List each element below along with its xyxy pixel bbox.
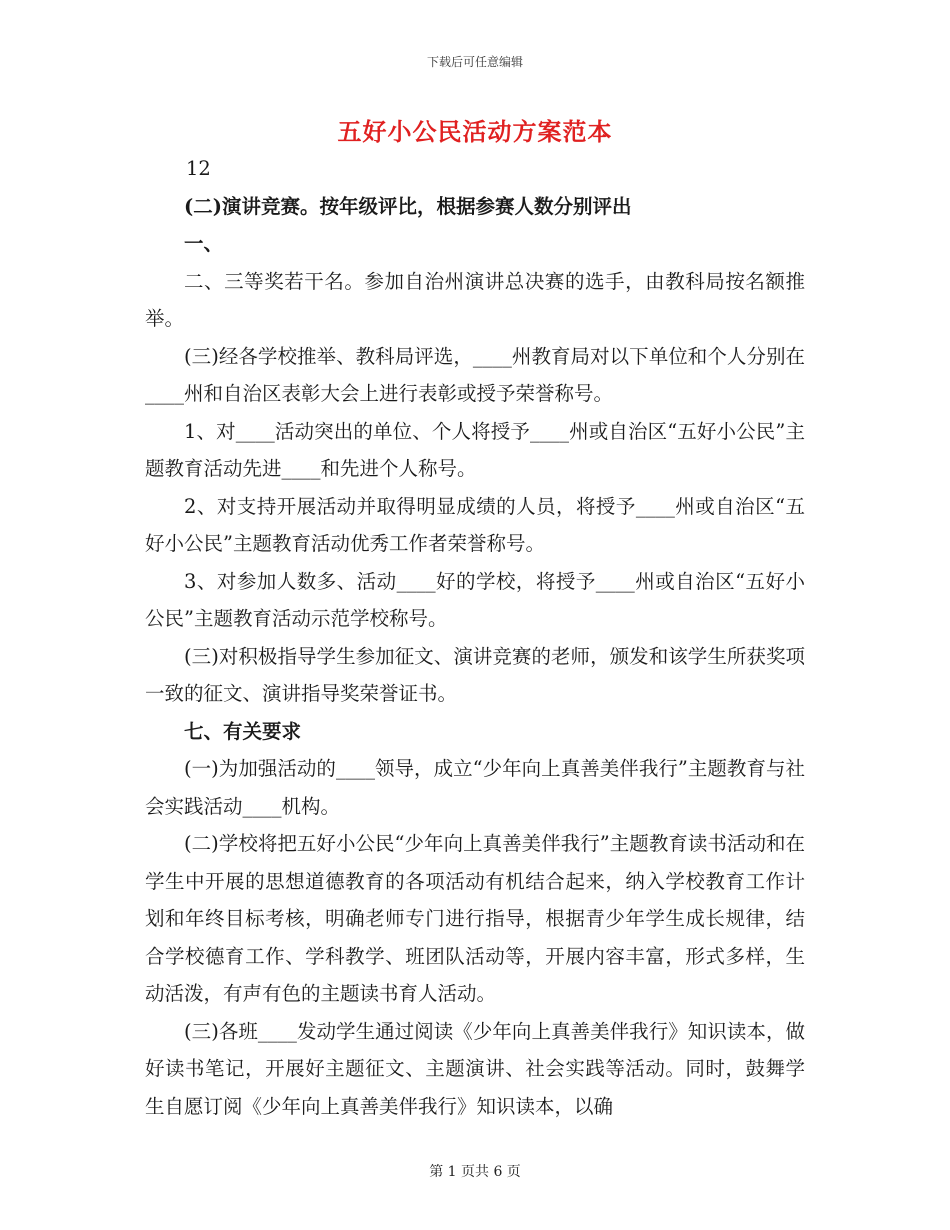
paragraph-4: 二、三等奖若干名。参加自治州演讲总决赛的选手，由教科局按名额推举。 <box>145 269 805 330</box>
page-number-footer: 第 1 页共 6 页 <box>429 1164 521 1180</box>
paragraph-12: (二)学校将把五好小公民“少年向上真善美伴我行”主题教育读书活动和在学生中开展的思想道德教育的各项活动有机结合起来，纳入学校教育工作计划和年终目标考核，明确老师专门进行指导，根据青少年学生成长规律，结合学校德育工作、学科教学、班团队活动等，开展内容丰富，形式多样，生动活泼，有声有色的主题读书育人活动。 <box>145 832 805 1005</box>
document-body <box>145 150 805 1125</box>
paragraph-7: 2、对支持开展活动并取得明显成绩的人员，将授予____州或自治区“五好小公民”主题教育活动优秀工作者荣誉称号。 <box>145 494 805 555</box>
document-title: 五好小公民活动方案范本 <box>337 117 613 146</box>
paragraph-2: (二)演讲竞赛。按年级评比，根据参赛人数分别评出 <box>184 194 632 218</box>
paragraph-10: 七、有关要求 <box>184 719 302 743</box>
paragraph-1: 12 <box>186 157 211 180</box>
header-note: 下载后可任意编辑 <box>426 55 523 69</box>
paragraph-9: (三)对积极指导学生参加征文、演讲竞赛的老师，颁发和该学生所获奖项一致的征文、演讲指导奖荣誉证书。 <box>145 644 805 705</box>
paragraph-3: 一、 <box>184 232 224 255</box>
paragraph-6: 1、对____活动突出的单位、个人将授予____州或自治区“五好小公民”主题教育活动先进____和先进个人称号。 <box>145 419 805 480</box>
paragraph-8: 3、对参加人数多、活动____好的学校，将授予____州或自治区“五好小公民”主题教育活动示范学校称号。 <box>145 569 805 630</box>
paragraph-13: (三)各班____发动学生通过阅读《少年向上真善美伴我行》知识读本，做好读书笔记，开展好主题征文、主题演讲、社会实践等活动。同时，鼓舞学生自愿订阅《少年向上真善美伴我行》知识读本，以确 <box>145 1019 805 1118</box>
paragraph-11: (一)为加强活动的____领导，成立“少年向上真善美伴我行”主题教育与社会实践活动____机构。 <box>145 757 805 818</box>
paragraph-5: (三)经各学校推举、教科局评选，____州教育局对以下单位和个人分别在____州和自治区表彰大会上进行表彰或授予荣誉称号。 <box>145 344 805 405</box>
